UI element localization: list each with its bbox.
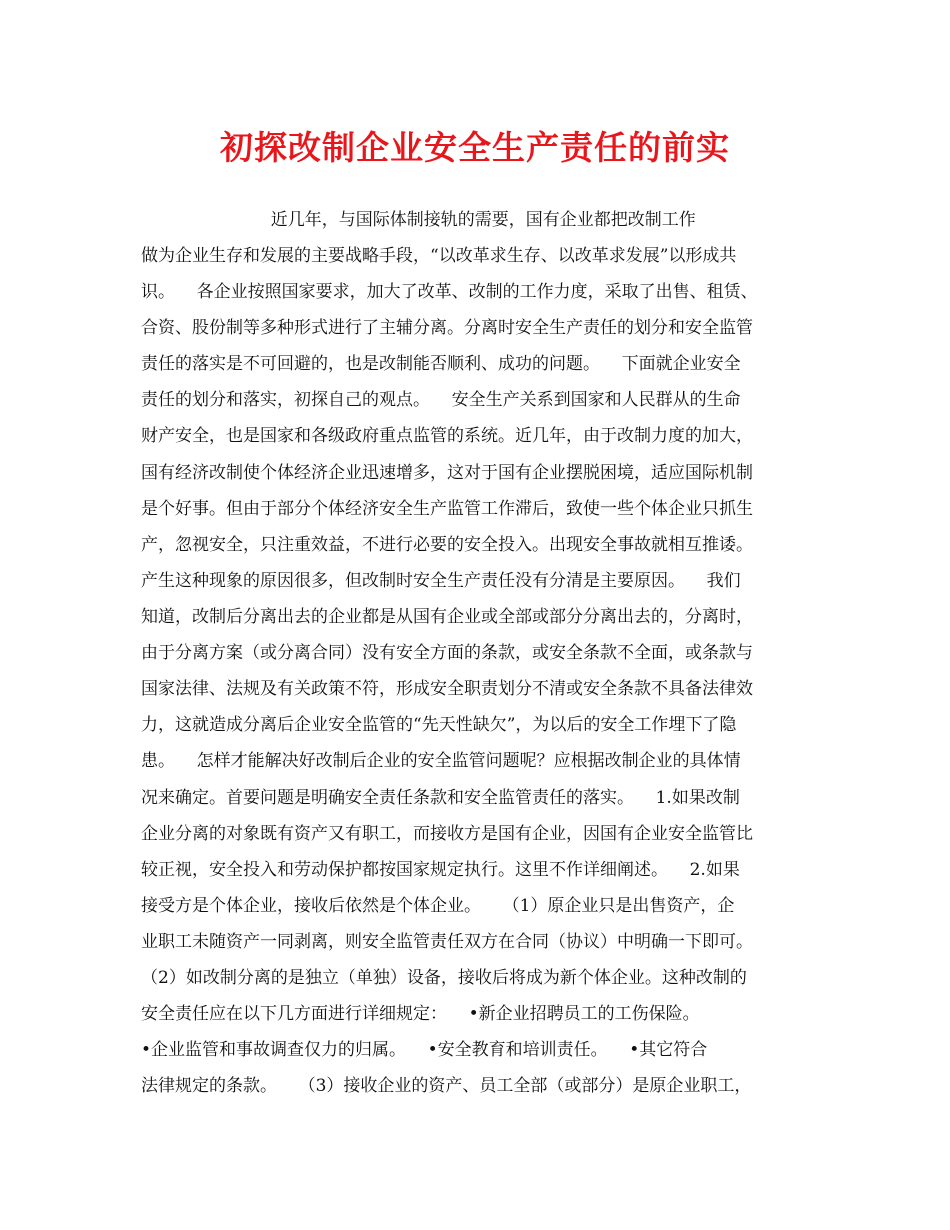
paragraph-line: 国有经济改制使个体经济企业迅速增多，这对于国有企业摆脱困境，适应国际机制	[141, 463, 753, 483]
paragraph-line: 合资、股份制等多种形式进行了主辅分离。分离时安全生产责任的划分和安全监管	[141, 318, 753, 338]
paragraph-line: 业职工未随资产一同剥离，则安全监管责任双方在合同（协议）中明确一下即可。	[141, 932, 753, 952]
paragraph-line: 接受方是个体企业，接收后依然是个体企业。 （1）原企业只是出售资产，企	[141, 896, 735, 916]
paragraph-line: 由于分离方案（或分离合同）没有安全方面的条款，或安全条款不全面，或条款与	[141, 643, 753, 663]
paragraph-line: 责任的划分和落实，初探自己的观点。 安全生产关系到国家和人民群从的生命	[141, 390, 741, 410]
paragraph-line: 法律规定的条款。 （3）接收企业的资产、员工全部（或部分）是原企业职工，	[141, 1076, 752, 1096]
paragraph-line: （2）如改制分离的是独立（单独）设备，接收后将成为新个体企业。这种改制的	[141, 968, 747, 988]
paragraph-line: 做为企业生存和发展的主要战略手段，“以改革求生存、以改革求发展”以形成共	[141, 246, 737, 266]
paragraph-line: 产，忽视安全，只注重效益，不进行必要的安全投入。出现安全事故就相互推诿。	[141, 535, 753, 555]
paragraph-line: 财产安全，也是国家和各级政府重点监管的系统。近几年，由于改制力度的加大，	[141, 426, 753, 446]
paragraph-line: 企业分离的对象既有资产又有职工，而接收方是国有企业，因国有企业安全监管比	[141, 824, 753, 844]
paragraph-line: 较正视，安全投入和劳动保护都按国家规定执行。这里不作详细阐述。 2.如果	[141, 860, 740, 880]
paragraph-line: 患。 怎样才能解决好改制后企业的安全监管问题呢？应根据改制企业的具体情	[141, 751, 741, 771]
paragraph-line: 况来确定。首要问题是明确安全责任条款和安全监管责任的落实。 1.如果改制	[141, 788, 740, 808]
paragraph-line: 安全责任应在以下几方面进行详细规定： •新企业招聘员工的工伤保险。	[141, 1004, 700, 1024]
paragraph-line: 识。 各企业按照国家要求，加大了改革、改制的工作力度，采取了出售、租赁、	[141, 282, 758, 302]
paragraph-line: 产生这种现象的原因很多，但改制时安全生产责任没有分清是主要原因。 我们	[141, 571, 741, 591]
paragraph-line: 是个好事。但由于部分个体经济安全生产监管工作滞后，致使一些个体企业只抓生	[141, 499, 753, 519]
paragraph-line: 近几年，与国际体制接轨的需要，国有企业都把改制工作	[141, 210, 696, 230]
paragraph-line: •企业监管和事故调查仅力的归属。 •安全教育和培训责任。 •其它符合	[141, 1040, 708, 1060]
page-title: 初探改制企业安全生产责任的前实	[220, 128, 730, 167]
paragraph-line: 知道，改制后分离出去的企业都是从国有企业或全部或部分分离出去的，分离时，	[141, 607, 753, 627]
paragraph-line: 国家法律、法规及有关政策不符，形成安全职责划分不清或安全条款不具备法律效	[141, 679, 753, 699]
paragraph-line: 力，这就造成分离后企业安全监管的“先天性缺欠”，为以后的安全工作埋下了隐	[141, 715, 737, 735]
paragraph-line: 责任的落实是不可回避的，也是改制能否顺利、成功的问题。 下面就企业安全	[141, 354, 741, 374]
